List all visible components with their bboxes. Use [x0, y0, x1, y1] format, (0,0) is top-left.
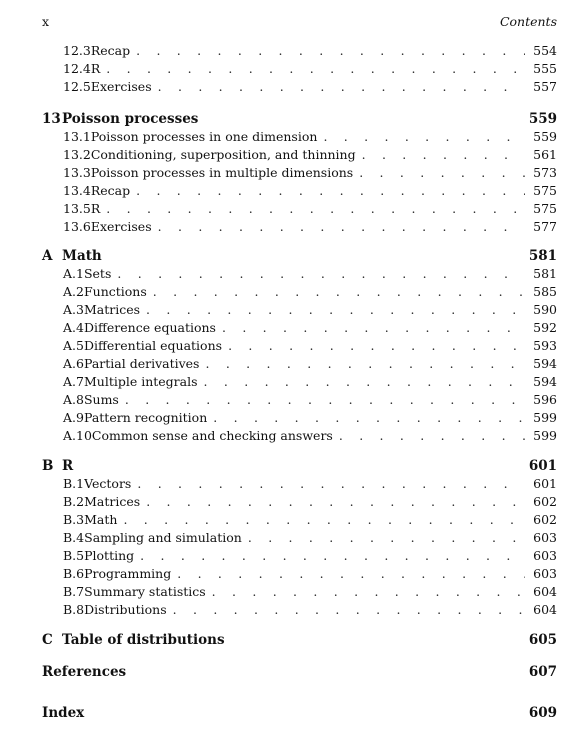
- entry-title: References: [42, 664, 127, 680]
- entry-page-number: 555: [533, 61, 557, 76]
- entry-title: Common sense and checking answers: [91, 428, 333, 443]
- entry-title: Functions: [83, 284, 147, 299]
- dot-leader: [248, 529, 525, 547]
- toc-section-entry[interactable]: [63, 265, 557, 283]
- toc-section-entry[interactable]: [63, 601, 557, 619]
- toc-chapter-entry[interactable]: [42, 704, 557, 722]
- entry-number: A.2: [63, 284, 84, 299]
- entry-page-number: 594: [533, 356, 557, 371]
- entry-number: C: [42, 632, 53, 648]
- dot-leader: [136, 182, 525, 200]
- dot-leader: [158, 78, 525, 96]
- entry-number: B.7: [63, 584, 85, 599]
- dot-leader: [106, 60, 525, 78]
- entry-number: B.6: [63, 566, 85, 581]
- entry-title: Vectors: [84, 476, 132, 491]
- entry-title: Partial derivatives: [83, 356, 200, 371]
- dot-leader: [140, 547, 525, 565]
- entry-page-number: 573: [533, 165, 557, 180]
- toc-section-entry[interactable]: [63, 218, 557, 236]
- toc-section-entry[interactable]: [63, 565, 557, 583]
- toc-chapter-entry[interactable]: [42, 663, 557, 681]
- entry-title: Matrices: [83, 302, 141, 317]
- toc-section-entry[interactable]: [63, 301, 557, 319]
- toc-section-entry[interactable]: [63, 511, 557, 529]
- entry-page-number: 599: [533, 410, 557, 425]
- entry-number: B.3: [63, 512, 85, 527]
- dot-leader: [339, 427, 525, 445]
- toc-section-entry[interactable]: [63, 391, 557, 409]
- entry-number: A.3: [63, 302, 84, 317]
- entry-title: Exercises: [90, 219, 152, 234]
- entry-title: Sampling and simulation: [84, 530, 242, 545]
- dot-leader: [177, 565, 525, 583]
- entry-page-number: 605: [528, 632, 557, 648]
- entry-number: A.8: [63, 392, 84, 407]
- dot-leader: [136, 42, 525, 60]
- entry-title: Summary statistics: [84, 584, 206, 599]
- entry-title: Table of distributions: [62, 632, 225, 648]
- entry-title: Poisson processes in multiple dimensions: [90, 165, 354, 180]
- toc-chapter-entry[interactable]: [42, 247, 557, 265]
- dot-leader: [213, 409, 525, 427]
- dot-leader: [222, 319, 525, 337]
- entry-number: 13.3: [63, 165, 91, 180]
- toc-section-entry[interactable]: [63, 78, 557, 96]
- toc-section-entry[interactable]: [63, 337, 557, 355]
- entry-title: Distributions: [84, 602, 167, 617]
- toc-section-entry[interactable]: [63, 128, 557, 146]
- dot-leader: [125, 391, 525, 409]
- entry-number: B.4: [63, 530, 85, 545]
- entry-page-number: 581: [533, 266, 557, 281]
- entry-page-number: 603: [533, 566, 557, 581]
- entry-number: A.6: [63, 356, 84, 371]
- running-header: [42, 14, 557, 32]
- entry-page-number: 581: [528, 248, 557, 264]
- entry-page-number: 592: [533, 320, 557, 335]
- toc-section-entry[interactable]: [63, 529, 557, 547]
- entry-page-number: 604: [533, 584, 557, 599]
- toc-section-entry[interactable]: [63, 146, 557, 164]
- dot-leader: [117, 265, 525, 283]
- dot-leader: [173, 601, 525, 619]
- dot-leader: [123, 511, 525, 529]
- dot-leader: [362, 146, 525, 164]
- entry-page-number: 604: [533, 602, 557, 617]
- entry-number: B.2: [63, 494, 85, 509]
- entry-number: A.4: [63, 320, 84, 335]
- toc-section-entry[interactable]: [63, 60, 557, 78]
- toc-chapter-entry[interactable]: [42, 110, 557, 128]
- entry-page-number: 602: [533, 512, 557, 527]
- page-number-roman: x: [42, 14, 50, 29]
- dot-leader: [137, 475, 525, 493]
- entry-number: 13: [42, 111, 61, 127]
- entry-title: Plotting: [84, 548, 135, 563]
- toc-section-entry[interactable]: [63, 319, 557, 337]
- toc-section-entry[interactable]: [63, 475, 557, 493]
- toc-section-entry[interactable]: [63, 182, 557, 200]
- entry-page-number: 603: [533, 530, 557, 545]
- entry-title: Multiple integrals: [83, 374, 198, 389]
- entry-title: Sets: [83, 266, 112, 281]
- dot-leader: [205, 355, 525, 373]
- entry-number: 13.1: [63, 129, 91, 144]
- entry-title: Index: [42, 705, 85, 721]
- entry-title: Conditioning, superposition, and thinning: [90, 147, 356, 162]
- entry-page-number: 575: [533, 201, 557, 216]
- dot-leader: [204, 373, 525, 391]
- entry-number: A.10: [63, 428, 92, 443]
- dot-leader: [106, 200, 525, 218]
- toc-page: [42, 0, 557, 736]
- entry-title: Math: [84, 512, 118, 527]
- entry-page-number: 585: [533, 284, 557, 299]
- entry-number: A.5: [63, 338, 84, 353]
- entry-page-number: 559: [528, 111, 557, 127]
- toc-section-entry[interactable]: [63, 409, 557, 427]
- toc-section-entry[interactable]: [63, 200, 557, 218]
- entry-page-number: 554: [533, 43, 557, 58]
- entry-page-number: 601: [533, 476, 557, 491]
- entry-page-number: 575: [533, 183, 557, 198]
- entry-page-number: 596: [533, 392, 557, 407]
- entry-number: 13.6: [63, 219, 91, 234]
- entry-number: A.9: [63, 410, 84, 425]
- entry-title: R: [90, 61, 101, 76]
- entry-page-number: 593: [533, 338, 557, 353]
- running-title: Contents: [499, 14, 557, 29]
- entry-page-number: 557: [533, 79, 557, 94]
- toc-section-entry[interactable]: [63, 583, 557, 601]
- entry-number: 13.2: [63, 147, 91, 162]
- entry-title: Recap: [90, 43, 131, 58]
- toc-section-entry[interactable]: [63, 164, 557, 182]
- toc-chapter-entry[interactable]: [42, 457, 557, 475]
- toc-section-entry[interactable]: [63, 42, 557, 60]
- toc-section-entry[interactable]: [63, 427, 557, 445]
- entry-page-number: 577: [533, 219, 557, 234]
- entry-number: A.1: [63, 266, 84, 281]
- entry-page-number: 590: [533, 302, 557, 317]
- entry-number: B.5: [63, 548, 85, 563]
- entry-number: 12.4: [63, 61, 91, 76]
- entry-page-number: 599: [533, 428, 557, 443]
- toc-chapter-entry[interactable]: [42, 631, 557, 649]
- dot-leader: [146, 301, 525, 319]
- entry-number: 13.4: [63, 183, 91, 198]
- entry-page-number: 601: [528, 458, 557, 474]
- entry-title: Matrices: [84, 494, 141, 509]
- entry-number: 12.5: [63, 79, 91, 94]
- entry-title: Differential equations: [83, 338, 223, 353]
- dot-leader: [359, 164, 525, 182]
- entry-title: R: [62, 458, 74, 474]
- dot-leader: [158, 218, 525, 236]
- entry-title: Recap: [90, 183, 131, 198]
- entry-number: B.1: [63, 476, 85, 491]
- toc-section-entry[interactable]: [63, 547, 557, 565]
- entry-title: Programming: [84, 566, 172, 581]
- entry-page-number: 603: [533, 548, 557, 563]
- entry-number: B.8: [63, 602, 85, 617]
- toc-section-entry[interactable]: [63, 373, 557, 391]
- entry-number: B: [42, 458, 54, 474]
- toc-section-entry[interactable]: [63, 355, 557, 373]
- entry-title: Sums: [83, 392, 119, 407]
- entry-number: 12.3: [63, 43, 91, 58]
- entry-title: Difference equations: [83, 320, 216, 335]
- entry-title: Exercises: [90, 79, 152, 94]
- entry-title: Math: [62, 248, 102, 264]
- entry-page-number: 561: [533, 147, 557, 162]
- dot-leader: [323, 128, 525, 146]
- entry-number: A: [42, 248, 53, 264]
- entry-number: 13.5: [63, 201, 91, 216]
- entry-page-number: 602: [533, 494, 557, 509]
- entry-title: Poisson processes: [62, 111, 199, 127]
- dot-leader: [153, 283, 525, 301]
- entry-title: R: [90, 201, 101, 216]
- toc-section-entry[interactable]: [63, 283, 557, 301]
- entry-page-number: 559: [533, 129, 557, 144]
- dot-leader: [228, 337, 525, 355]
- dot-leader: [146, 493, 525, 511]
- entry-page-number: 607: [528, 664, 557, 680]
- dot-leader: [212, 583, 525, 601]
- entry-title: Pattern recognition: [83, 410, 208, 425]
- entry-number: A.7: [63, 374, 84, 389]
- entry-page-number: 594: [533, 374, 557, 389]
- entry-title: Poisson processes in one dimension: [90, 129, 318, 144]
- toc-section-entry[interactable]: [63, 493, 557, 511]
- entry-page-number: 609: [528, 705, 557, 721]
